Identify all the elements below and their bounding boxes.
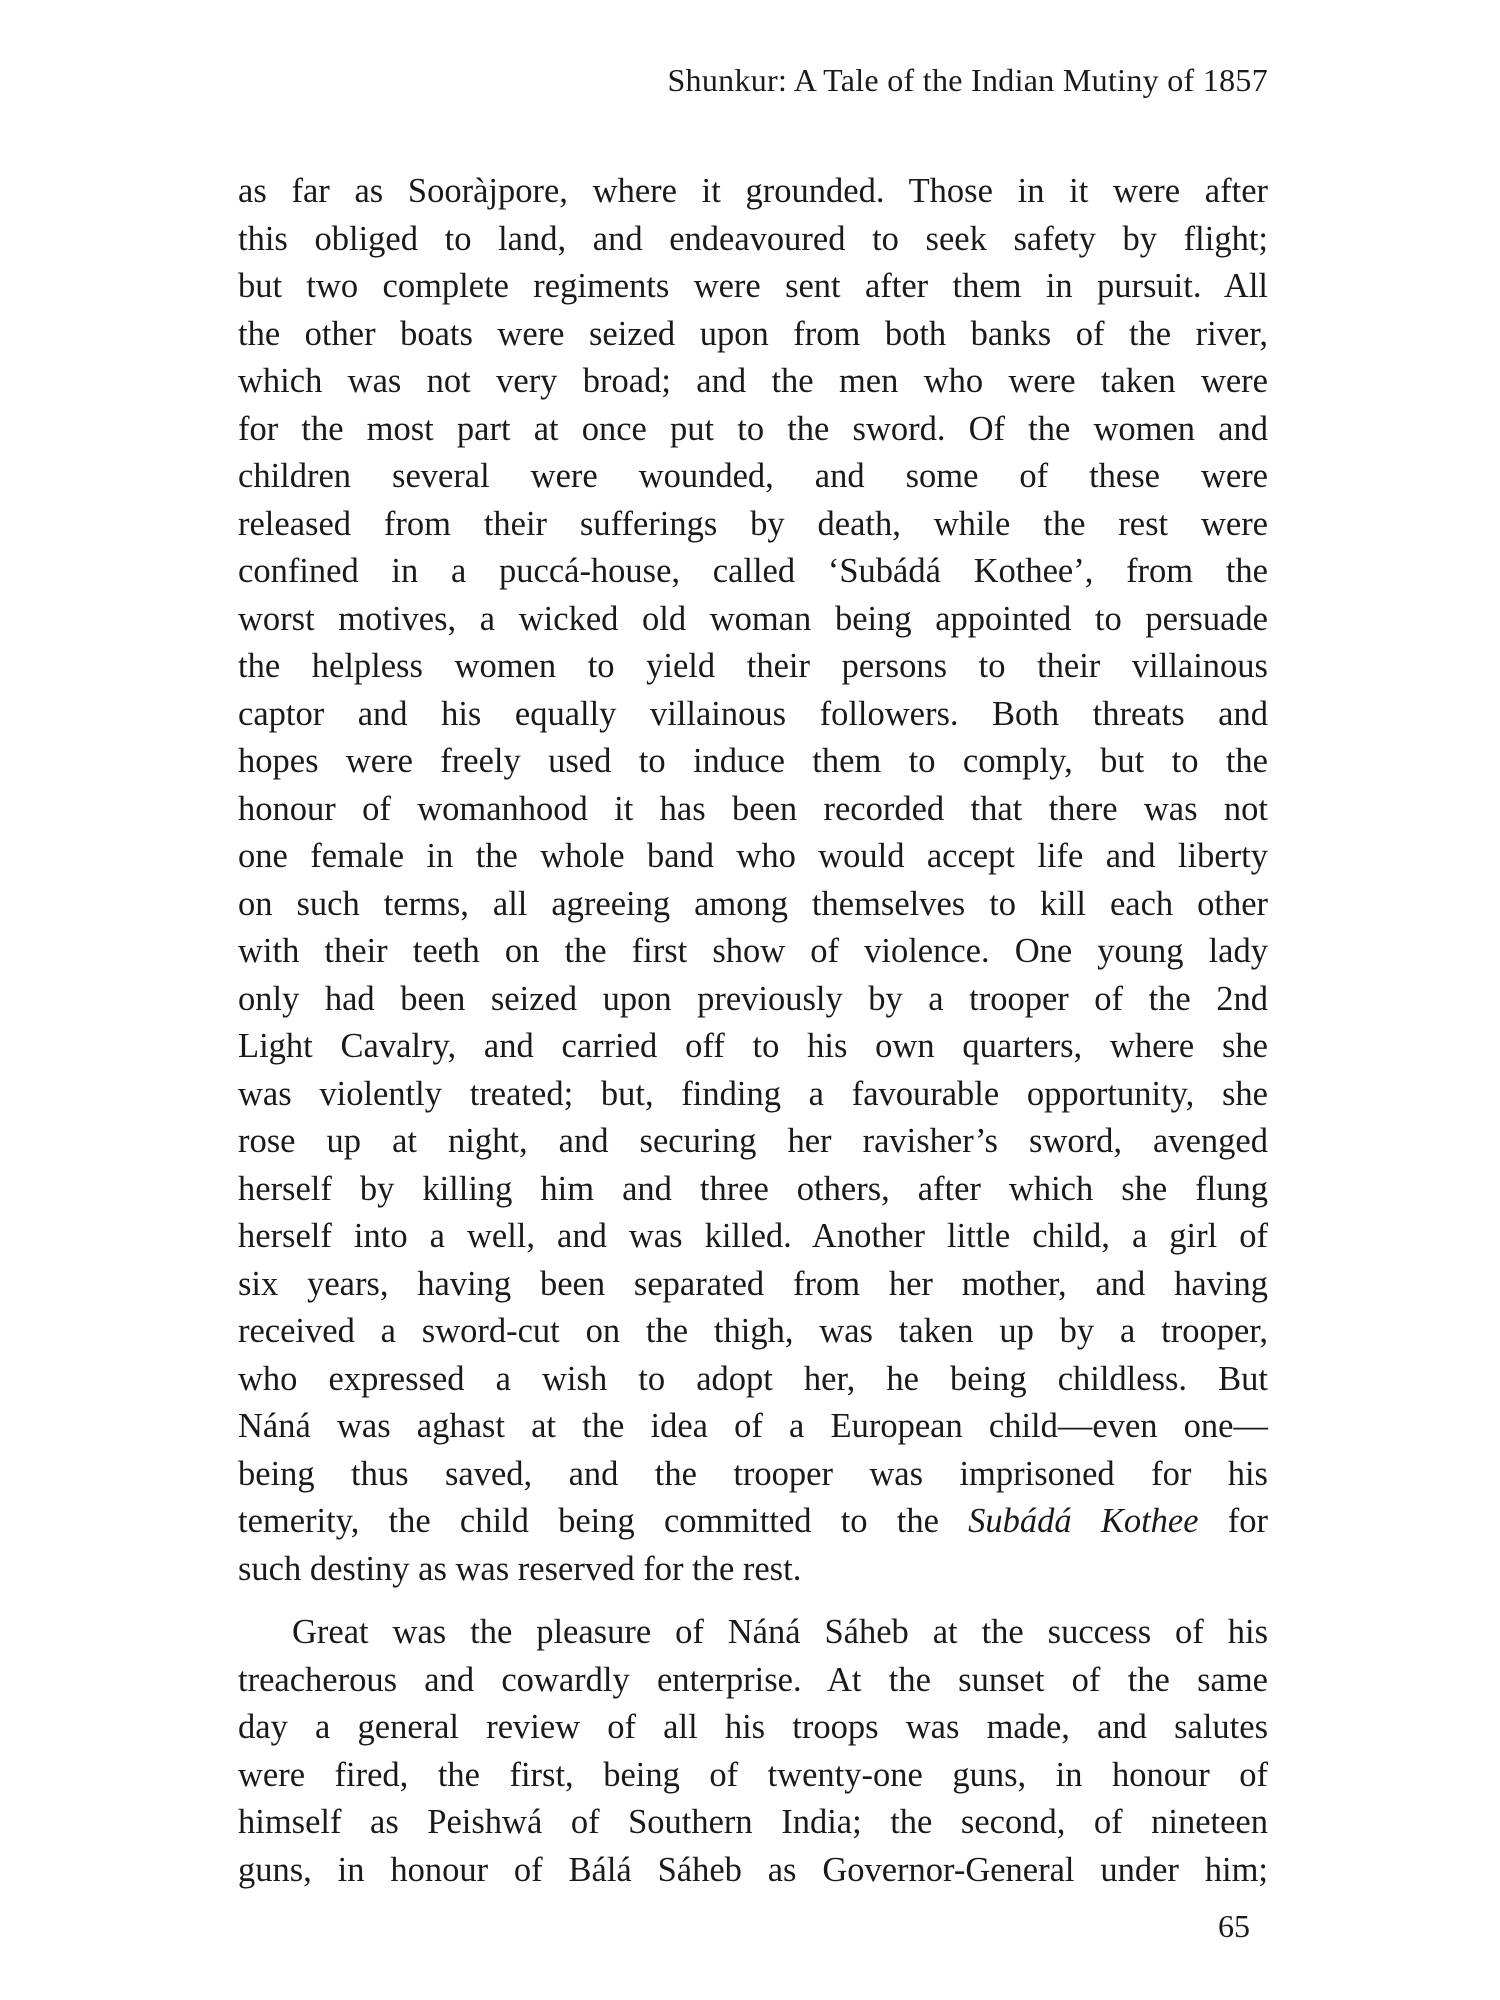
text-line: being thus saved, and the trooper was imprisoned for his (238, 1454, 1268, 1493)
text-line: guns, in honour of Bálá Sáheb as Governor-General under him; (238, 1850, 1268, 1889)
text-line: treacherous and cowardly enterprise. At the sunset of the same (238, 1660, 1268, 1699)
running-title: Shunkur: A Tale of the Indian Mutiny of 1857 (667, 62, 1268, 98)
text-segment: for (1227, 1502, 1269, 1540)
text-line: the other boats were seized upon from both banks of the river, (238, 314, 1268, 353)
text-line: children several were wounded, and some of these were (238, 457, 1268, 495)
text-line: such destiny as was reserved for the rest. (238, 1549, 802, 1588)
body-text (238, 168, 1268, 1894)
text-line: which was not very broad; and the men who were taken were (238, 362, 1268, 400)
text-line: confined in a puccá-house, called ‘Subádá Kothee’, from the (238, 552, 1268, 590)
text-line: honour of womanhood it has been recorded that there was not (238, 789, 1268, 828)
text-line: for the most part at once put to the sword. Of the women and (238, 409, 1268, 448)
paragraph (238, 1609, 1268, 1894)
text-line: this obliged to land, and endeavoured to seek safety by flight; (238, 219, 1268, 258)
text-line: the helpless women to yield their persons to their villainous (238, 647, 1268, 685)
text-line: captor and his equally villainous followers. Both threats and (238, 694, 1268, 733)
page-number: 65 (1218, 1908, 1250, 1944)
text-line: herself into a well, and was killed. Another little child, a girl of (238, 1217, 1268, 1255)
text-line: one female in the whole band who would accept life and liberty (238, 837, 1268, 875)
text-line: six years, having been separated from her mother, and having (238, 1264, 1268, 1303)
text-line: day a general review of all his troops was made, and salutes (238, 1708, 1268, 1746)
text-line: with their teeth on the first show of violence. One young lady (238, 932, 1268, 970)
italic-place-name: Subádá Kothee (968, 1502, 1199, 1540)
text-line: released from their sufferings by death, while the rest were (238, 504, 1268, 543)
text-line: hopes were freely used to induce them to comply, but to the (238, 742, 1268, 780)
text-segment: temerity, the child being committed to the (238, 1502, 939, 1540)
text-line: himself as Peishwá of Southern India; the second, of nineteen (238, 1803, 1268, 1841)
text-line: rose up at night, and securing her ravisher’s sword, avenged (238, 1122, 1268, 1160)
text-line: on such terms, all agreeing among themselves to kill each other (238, 884, 1268, 923)
text-line: Light Cavalry, and carried off to his own quarters, where she (238, 1027, 1268, 1065)
text-line: were fired, the first, being of twenty-one guns, in honour of (238, 1755, 1268, 1794)
paragraph (238, 168, 1268, 1593)
text-line: as far as Sooràjpore, where it grounded. Those in it were after (238, 172, 1268, 210)
text-line-with-italic (238, 1498, 1268, 1546)
text-line: only had been seized upon previously by a trooper of the 2nd (238, 979, 1268, 1018)
text-line: Great was the pleasure of Náná Sáheb at the success of his (292, 1613, 1268, 1651)
text-line: who expressed a wish to adopt her, he being childless. But (238, 1359, 1268, 1398)
text-line: received a sword-cut on the thigh, was taken up by a trooper, (238, 1312, 1268, 1350)
text-line: Náná was aghast at the idea of a European child—even one— (238, 1407, 1268, 1445)
text-line: but two complete regiments were sent after them in pursuit. All (238, 267, 1268, 305)
text-line: was violently treated; but, finding a favourable opportunity, she (238, 1074, 1268, 1113)
text-line: herself by killing him and three others, after which she flung (238, 1169, 1268, 1208)
text-line: worst motives, a wicked old woman being appointed to persuade (238, 599, 1268, 638)
